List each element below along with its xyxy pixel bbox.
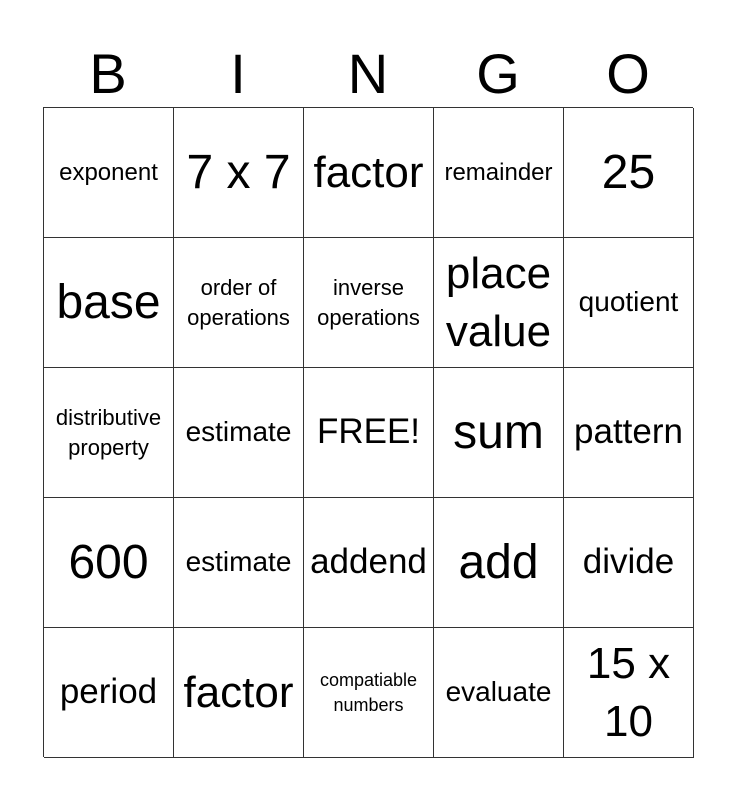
bingo-cell free-space[interactable] [304,368,434,498]
cell-text: compatiable numbers [319,670,418,715]
cell-text: distributive property [55,404,162,460]
bingo-cell[interactable] [304,628,434,758]
cell-text: place value [445,249,552,356]
cell-text: period [59,672,158,712]
bingo-cell[interactable] [44,108,174,238]
cell-text: 7 x 7 [186,145,291,199]
bingo-cell[interactable] [44,498,174,628]
cell-text: 15 x 10 [586,639,671,746]
bingo-cell[interactable] [174,628,304,758]
bingo-cell[interactable] [434,368,564,498]
header-letter-n: N [347,42,389,105]
bingo-cell[interactable] [174,368,304,498]
cell-text: sum [453,405,544,459]
bingo-cell[interactable] [44,628,174,758]
cell-text: divide [582,542,675,582]
bingo-cell[interactable] [564,108,694,238]
cell-text: order of operations [187,274,290,330]
bingo-cell[interactable] [304,108,434,238]
cell-text: addend [310,542,427,582]
cell-text: 600 [68,535,149,589]
bingo-cell[interactable] [174,498,304,628]
cell-text: exponent [59,158,158,186]
bingo-cell[interactable] [434,498,564,628]
cell-text: factor [183,667,294,717]
cell-text: factor [313,147,424,197]
cell-text: evaluate [445,676,552,708]
cell-text: inverse operations [317,274,420,330]
header-letter-b: B [89,42,127,105]
cell-text: estimate [185,416,292,448]
cell-text: 25 [601,145,656,199]
cell-text: base [56,275,161,329]
bingo-header [43,40,693,108]
cell-text: quotient [578,286,679,318]
bingo-cell[interactable] [304,498,434,628]
header-letter-g: G [476,42,520,105]
bingo-cell[interactable] [564,498,694,628]
cell-text: remainder [444,158,553,186]
cell-text: estimate [185,546,292,578]
bingo-cell[interactable] [174,238,304,368]
bingo-cell[interactable] [434,628,564,758]
bingo-cell[interactable] [304,238,434,368]
bingo-cell[interactable] [434,108,564,238]
bingo-cell[interactable] [44,368,174,498]
bingo-cell[interactable] [564,368,694,498]
bingo-cell[interactable] [44,238,174,368]
header-letter-o: O [606,42,650,105]
cell-text: FREE! [316,412,421,452]
header-letter-i: I [230,42,246,105]
cell-text: pattern [574,412,683,452]
bingo-cell[interactable] [434,238,564,368]
bingo-cell[interactable] [564,238,694,368]
bingo-board [43,107,693,757]
bingo-cell[interactable] [564,628,694,758]
bingo-cell[interactable] [174,108,304,238]
cell-text: add [458,535,539,589]
